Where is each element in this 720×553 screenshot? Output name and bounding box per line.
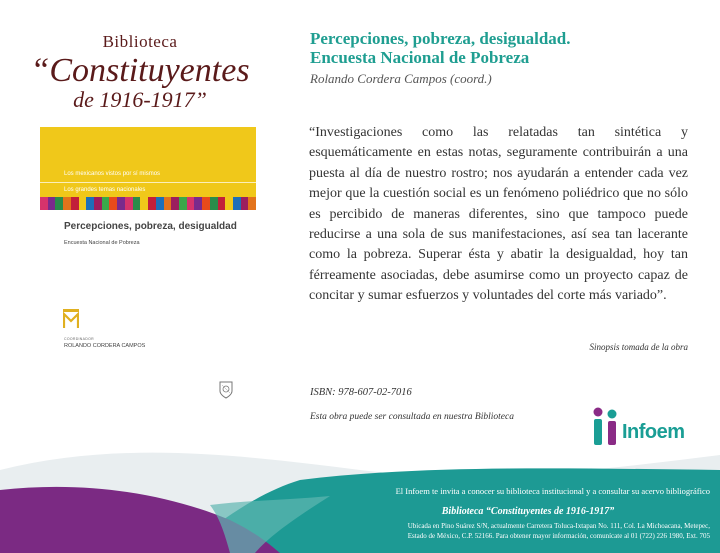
library-logo-line2: “Constituyentes [30, 52, 250, 89]
cover-stripe [102, 197, 110, 210]
infoem-people-icon [590, 406, 624, 450]
publisher-emblem-icon [63, 309, 79, 329]
consult-note: Esta obra puede ser consultada en nuestra Biblioteca [310, 412, 514, 422]
cover-stripe [218, 197, 226, 210]
library-logo-line3: de 1916-1917” [73, 87, 207, 112]
cover-stripe [125, 197, 133, 210]
cover-color-stripes [40, 197, 256, 210]
synopsis-quote: “Investigaciones como las relatadas tan sintética y esquemáticamente en estas notas, seguramente contribuirán a una puesta al día de nuestro rostro; nos ayudarán a entender cada vez mejor que la cuestión social es un fenómeno poliédrico que no sólo es percibido de maneras diferentes, sino que tampoco puede reducirse a una sola de sus manifestaciones, así sea tan lacerante como la pobreza. Superar ésta y abatir la desigualdad, hoy tan férreamente asociadas, debe asumirse como un proyecto capaz de concitar y sumar esfuerzos y voluntades del corte más variado”. [309, 125, 688, 304]
cover-stripe [63, 197, 71, 210]
cover-stripe [86, 197, 94, 210]
cover-stripe [233, 197, 241, 210]
cover-title: Percepciones, pobreza, desigualdad [64, 221, 237, 232]
library-logo-line1: Biblioteca [102, 32, 178, 51]
footer-address [370, 521, 710, 541]
cover-subtitle: Encuesta Nacional de Pobreza [64, 240, 140, 246]
isbn: ISBN: 978-607-02-7016 [310, 387, 412, 398]
footer-invite: El Infoem te invita a conocer su biblioteca institucional y a consultar su acervo bibliográfico [395, 486, 710, 496]
footer-library-name: Biblioteca “Constituyentes de 1916-1917” [441, 506, 615, 517]
infoem-logo-text: Infoem [622, 421, 685, 443]
cover-stripe [171, 197, 179, 210]
unam-seal-icon [218, 381, 234, 399]
cover-stripe [140, 197, 148, 210]
cover-stripe [187, 197, 195, 210]
book-cover [40, 127, 256, 409]
cover-stripe [241, 197, 249, 210]
infoem-logo [590, 406, 690, 452]
footer-address-line1: Ubicada en Pino Suárez S/N, actualmente Carretera Toluca-Ixtapan No. 111, Col. La Michoacana, Metepec, [407, 522, 710, 530]
cover-stripe [225, 197, 233, 210]
cover-stripe [79, 197, 87, 210]
book-title [310, 29, 571, 67]
library-logo [30, 32, 250, 112]
cover-divider [40, 182, 256, 183]
cover-stripe [48, 197, 56, 210]
cover-series-line1: Los mexicanos vistos por sí mismos [64, 171, 161, 177]
cover-stripe [71, 197, 79, 210]
cover-stripe [55, 197, 63, 210]
cover-stripe [133, 197, 141, 210]
cover-stripe [94, 197, 102, 210]
cover-coordinator-label: COORDINADOR [64, 337, 94, 341]
cover-stripe [148, 197, 156, 210]
cover-stripe [194, 197, 202, 210]
cover-stripe [202, 197, 210, 210]
book-title-line2: Encuesta Nacional de Pobreza [310, 48, 530, 67]
cover-stripe [40, 197, 48, 210]
footer-address-line2: Estado de México, C.P. 52166. Para obtener mayor información, comunícate al 01 (722) 226 1980, Ext. 705 [407, 532, 710, 540]
cover-stripe [179, 197, 187, 210]
book-title-line1: Percepciones, pobreza, desigualdad. [310, 29, 571, 48]
cover-stripe [156, 197, 164, 210]
cover-stripe [109, 197, 117, 210]
cover-author: ROLANDO CORDERA CAMPOS [64, 343, 146, 349]
cover-series-line2: Los grandes temas nacionales [64, 187, 146, 193]
cover-stripe [164, 197, 172, 210]
synopsis-source: Sinopsis tomada de la obra [589, 342, 688, 352]
cover-stripe [117, 197, 125, 210]
book-author: Rolando Cordera Campos (coord.) [310, 71, 492, 86]
cover-stripe [248, 197, 256, 210]
cover-stripe [210, 197, 218, 210]
